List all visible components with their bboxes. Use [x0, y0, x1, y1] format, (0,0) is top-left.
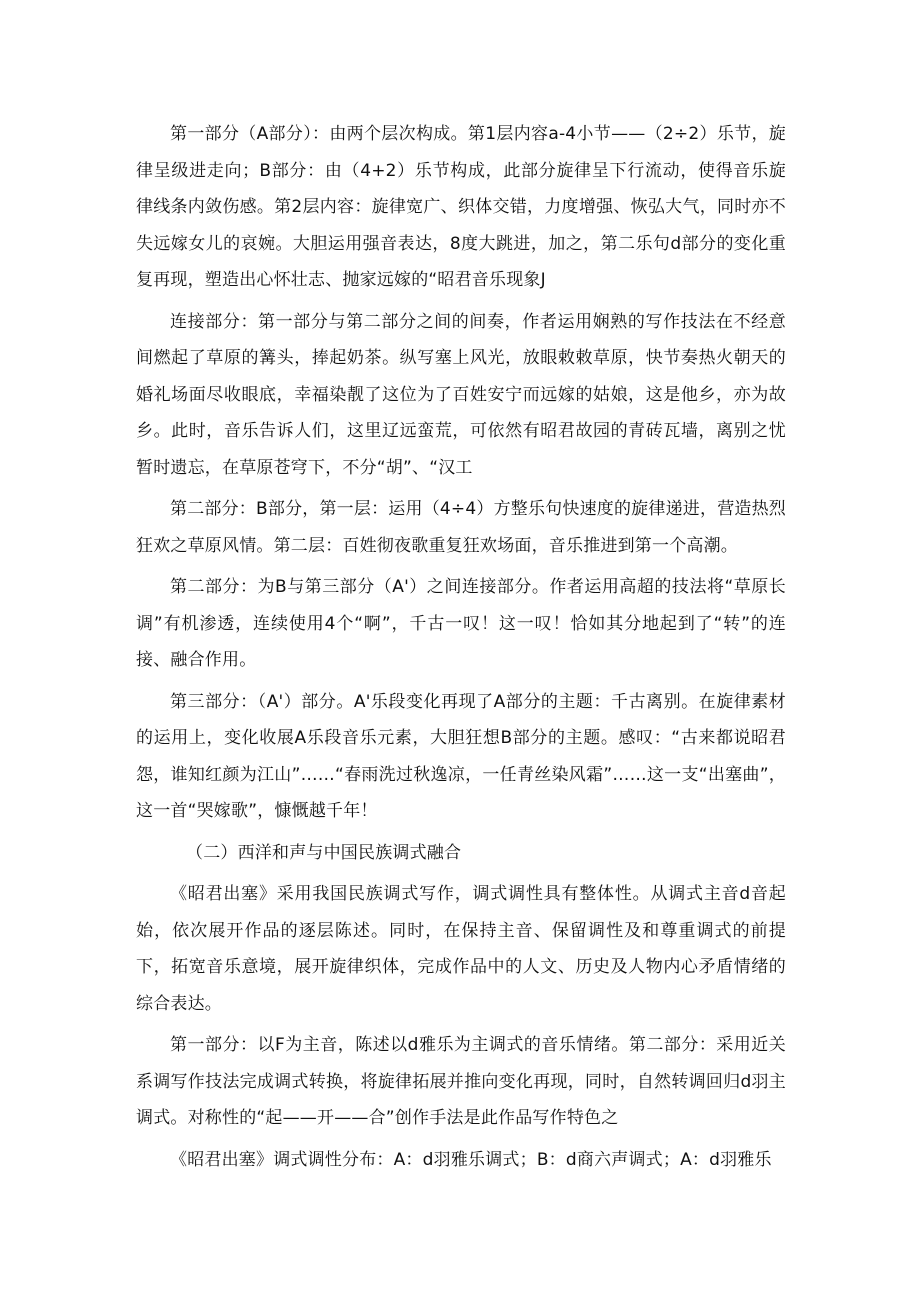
paragraph-part-three: 第三部分：（A'）部分。A'乐段变化再现了A部分的主题：千古离别。在旋律素材的运用上，变化收展A乐段音乐元素，大胆狂想B部分的主题。感叹：“古来都说昭君怨，谁知红颜为江山”……“春雨洗过秋逸凉，一任青丝染风霜”……这一支“出塞曲”，这一首“哭嫁歌”，慷慨越千年！	[136, 691, 786, 821]
paragraph-part-one: 第一部分（A部分）：由两个层次构成。第1层内容a-4小节——（2÷2）乐节，旋律呈级进走向；B部分：由（4+2）乐节构成，此部分旋律呈下行流动，使得音乐旋律线条内敛伤感。第2层内容：旋律宽广、织体交错，力度增强、恢弘大气，同时亦不失远嫁女儿的哀婉。大胆运用强音表达，8度大跳进，加之，第二乐句d部分的变化重复再现，塑造出心怀壮志、抛家远嫁的“昭君音乐现象J	[136, 124, 786, 290]
paragraph-mode-parts: 第一部分：以F为主音，陈述以d雅乐为主调式的音乐情绪。第二部分：采用近关系调写作技法完成调式转换，将旋律拓展并推向变化再现，同时，自然转调回归d羽主调式。对称性的“起——开——合”创作手法是此作品写作特色之	[136, 1035, 786, 1128]
document-body	[136, 116, 786, 1183]
paragraph-part-two-connection: 第二部分：为B与第三部分（A'）之间连接部分。作者运用高超的技法将“草原长调”有机渗透，连续使用4个“啊”，千古一叹！这一叹！恰如其分地起到了“转”的连接、融合作用。	[136, 577, 786, 670]
paragraph-mode-distribution: 《昭君出塞》调式调性分布：A：d羽雅乐调式；B：d商六声调式；A：d羽雅乐	[170, 1149, 772, 1170]
section-heading: （二）西洋和声与中国民族调式融合	[186, 842, 462, 863]
paragraph-part-two: 第二部分：B部分，第一层：运用（4÷4）方整乐句快速度的旋律递进，营造热烈狂欢之草原风情。第二层：百姓彻夜歌重复狂欢场面，音乐推进到第一个高潮。	[136, 499, 786, 556]
paragraph-mode-overview: 《昭君出塞》采用我国民族调式写作，调式调性具有整体性。从调式主音d音起始，依次展开作品的逐层陈述。同时，在保持主音、保留调性及和尊重调式的前提下，拓宽音乐意境，展开旋律织体，完成作品中的人文、历史及人物内心矛盾情绪的综合表达。	[136, 884, 786, 1014]
paragraph-connecting-part: 连接部分：第一部分与第二部分之间的间奏，作者运用娴熟的写作技法在不经意间燃起了草原的篝头，捧起奶茶。纵写塞上风光，放眼敕敕草原，快节奏热火朝天的婚礼场面尽收眼底，幸福染靓了这位为了百姓安宁而远嫁的姑娘，这是他乡，亦为故乡。此时，音乐告诉人们，这里辽远蛮荒，可依然有昭君故园的青砖瓦墙，离别之忧暂时遗忘，在草原苍穹下，不分“胡”、“汉工	[136, 311, 786, 478]
